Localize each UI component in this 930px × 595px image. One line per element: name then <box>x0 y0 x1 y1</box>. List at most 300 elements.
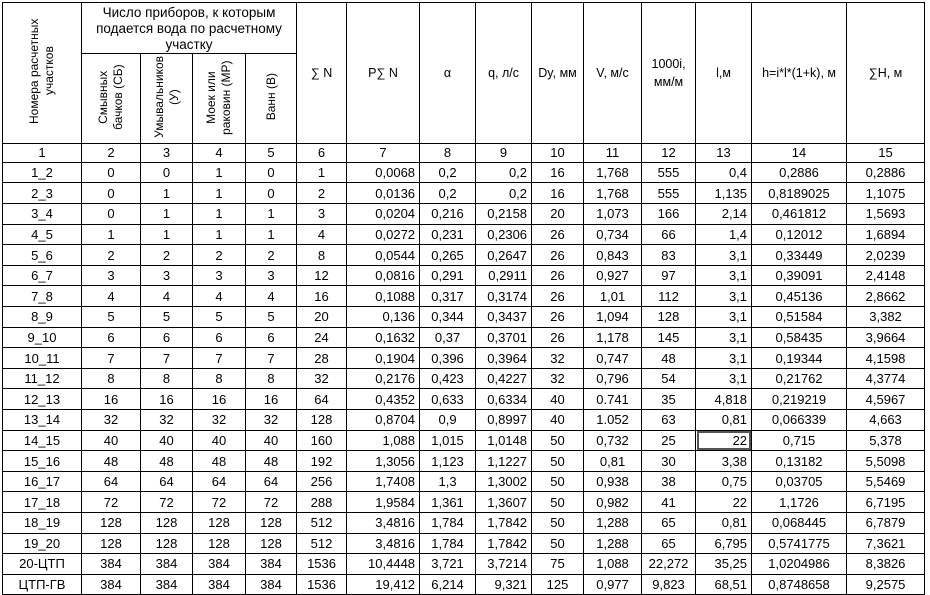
table-cell[interactable]: 72 <box>246 492 297 513</box>
table-cell[interactable]: 64 <box>297 389 347 410</box>
table-cell[interactable]: 0,747 <box>584 348 642 369</box>
table-cell[interactable]: 3,1 <box>696 265 752 286</box>
table-cell[interactable]: 32 <box>532 348 584 369</box>
section-id-cell[interactable]: 15_16 <box>3 451 82 472</box>
table-cell[interactable]: 0,2886 <box>752 162 847 183</box>
table-cell[interactable]: 22,272 <box>642 554 696 575</box>
table-cell[interactable]: 0 <box>141 162 193 183</box>
table-cell[interactable]: 0,1088 <box>347 286 420 307</box>
table-cell[interactable]: 4,1598 <box>847 348 925 369</box>
table-cell[interactable]: 22 <box>696 492 752 513</box>
table-cell[interactable]: 26 <box>532 327 584 348</box>
table-cell[interactable]: 1 <box>141 224 193 245</box>
table-cell[interactable]: 65 <box>642 533 696 554</box>
section-id-cell[interactable]: ЦТП-ГВ <box>3 574 82 595</box>
table-cell[interactable]: 2,8662 <box>847 286 925 307</box>
table-cell[interactable]: 48 <box>246 451 297 472</box>
table-cell[interactable]: 6,7195 <box>847 492 925 513</box>
table-cell[interactable]: 0,2 <box>420 183 476 204</box>
table-cell[interactable]: 1,6894 <box>847 224 925 245</box>
table-cell[interactable]: 1 <box>82 224 141 245</box>
column-number-cell[interactable]: 8 <box>420 143 476 162</box>
table-cell[interactable]: 7 <box>141 348 193 369</box>
table-cell[interactable]: 1,784 <box>420 533 476 554</box>
table-cell[interactable]: 3 <box>82 265 141 286</box>
table-cell[interactable]: 4 <box>246 286 297 307</box>
table-cell[interactable]: 0,8704 <box>347 410 420 431</box>
table-cell[interactable]: 4,5967 <box>847 389 925 410</box>
table-cell[interactable]: 1,073 <box>584 204 642 225</box>
table-cell[interactable]: 3,1 <box>696 327 752 348</box>
column-number-cell[interactable]: 10 <box>532 143 584 162</box>
column-number-cell[interactable]: 11 <box>584 143 642 162</box>
table-cell[interactable]: 384 <box>82 574 141 595</box>
table-cell[interactable]: 0,03705 <box>752 471 847 492</box>
table-cell[interactable]: 72 <box>82 492 141 513</box>
table-cell[interactable]: 24 <box>297 327 347 348</box>
table-cell[interactable]: 0 <box>246 162 297 183</box>
table-cell[interactable]: 35,25 <box>696 554 752 575</box>
table-cell[interactable]: 2 <box>82 245 141 266</box>
column-number-cell[interactable]: 12 <box>642 143 696 162</box>
table-cell[interactable]: 0,8997 <box>476 410 532 431</box>
table-cell[interactable]: 1,123 <box>420 451 476 472</box>
table-cell[interactable]: 3,1 <box>696 307 752 328</box>
table-cell[interactable]: 0,1632 <box>347 327 420 348</box>
table-cell[interactable]: 50 <box>532 430 584 451</box>
table-cell[interactable]: 7,3621 <box>847 533 925 554</box>
table-cell[interactable]: 1 <box>193 162 246 183</box>
table-cell[interactable]: 6 <box>193 327 246 348</box>
table-cell[interactable]: 0,75 <box>696 471 752 492</box>
table-cell[interactable]: 1,361 <box>420 492 476 513</box>
table-cell[interactable]: 64 <box>246 471 297 492</box>
table-cell[interactable]: 125 <box>532 574 584 595</box>
table-cell[interactable]: 3,1 <box>696 286 752 307</box>
table-cell[interactable]: 3,4816 <box>347 533 420 554</box>
table-cell[interactable]: 384 <box>193 574 246 595</box>
table-cell[interactable]: 65 <box>642 512 696 533</box>
table-cell[interactable]: 0,0204 <box>347 204 420 225</box>
table-cell[interactable]: 3 <box>141 265 193 286</box>
table-cell[interactable]: 0,8748658 <box>752 574 847 595</box>
table-cell[interactable]: 1.052 <box>584 410 642 431</box>
table-cell[interactable]: 9,2575 <box>847 574 925 595</box>
table-cell[interactable]: 5 <box>246 307 297 328</box>
section-id-cell[interactable]: 11_12 <box>3 368 82 389</box>
table-cell[interactable]: 0,927 <box>584 265 642 286</box>
table-cell[interactable]: 16 <box>82 389 141 410</box>
table-cell[interactable]: 0,732 <box>584 430 642 451</box>
table-cell[interactable]: 1,288 <box>584 512 642 533</box>
table-cell[interactable]: 128 <box>642 307 696 328</box>
table-cell[interactable]: 1,088 <box>584 554 642 575</box>
table-cell[interactable]: 26 <box>532 224 584 245</box>
section-id-cell[interactable]: 1_2 <box>3 162 82 183</box>
table-cell[interactable]: 0,291 <box>420 265 476 286</box>
table-cell[interactable]: 4 <box>82 286 141 307</box>
table-cell[interactable]: 3,721 <box>420 554 476 575</box>
column-number-cell[interactable]: 3 <box>141 143 193 162</box>
table-cell[interactable]: 0 <box>82 162 141 183</box>
table-cell[interactable]: 112 <box>642 286 696 307</box>
table-cell[interactable]: 8 <box>141 368 193 389</box>
table-cell[interactable]: 2 <box>246 245 297 266</box>
table-cell[interactable]: 1,5693 <box>847 204 925 225</box>
table-cell[interactable]: 50 <box>532 533 584 554</box>
table-cell[interactable]: 5 <box>141 307 193 328</box>
table-cell[interactable]: 5,5098 <box>847 451 925 472</box>
table-cell[interactable]: 0,0272 <box>347 224 420 245</box>
table-cell[interactable]: 128 <box>193 533 246 554</box>
table-cell[interactable]: 0 <box>246 183 297 204</box>
section-id-cell[interactable]: 7_8 <box>3 286 82 307</box>
table-cell[interactable]: 4 <box>141 286 193 307</box>
table-cell[interactable]: 40 <box>532 389 584 410</box>
table-cell[interactable]: 3 <box>246 265 297 286</box>
table-cell[interactable]: 3 <box>297 204 347 225</box>
table-cell[interactable]: 0,45136 <box>752 286 847 307</box>
table-cell[interactable]: 1536 <box>297 574 347 595</box>
table-cell[interactable]: 0,37 <box>420 327 476 348</box>
table-cell[interactable]: 50 <box>532 471 584 492</box>
table-cell[interactable]: 1 <box>193 224 246 245</box>
table-cell[interactable]: 32 <box>141 410 193 431</box>
column-number-cell[interactable]: 1 <box>3 143 82 162</box>
table-cell[interactable]: 0,2158 <box>476 204 532 225</box>
table-cell[interactable]: 6,7879 <box>847 512 925 533</box>
table-cell[interactable]: 128 <box>82 533 141 554</box>
table-cell[interactable]: 7 <box>82 348 141 369</box>
table-cell[interactable]: 0,13182 <box>752 451 847 472</box>
table-cell[interactable]: 3,382 <box>847 307 925 328</box>
table-cell[interactable]: 1,4 <box>696 224 752 245</box>
table-cell[interactable]: 0,715 <box>752 430 847 451</box>
table-cell[interactable]: 20 <box>532 204 584 225</box>
table-cell[interactable]: 1,7842 <box>476 533 532 554</box>
table-cell[interactable]: 1 <box>193 204 246 225</box>
table-cell[interactable]: 9,321 <box>476 574 532 595</box>
table-cell[interactable]: 8 <box>246 368 297 389</box>
table-cell[interactable]: 4,3774 <box>847 368 925 389</box>
table-cell[interactable]: 0,4352 <box>347 389 420 410</box>
table-cell[interactable]: 19,412 <box>347 574 420 595</box>
table-cell[interactable]: 40 <box>246 430 297 451</box>
table-cell[interactable]: 48 <box>642 348 696 369</box>
table-cell[interactable]: 50 <box>532 492 584 513</box>
table-cell[interactable]: 0,1904 <box>347 348 420 369</box>
table-cell[interactable]: 41 <box>642 492 696 513</box>
table-cell[interactable]: 97 <box>642 265 696 286</box>
table-cell[interactable]: 25 <box>642 430 696 451</box>
column-number-cell[interactable]: 5 <box>246 143 297 162</box>
table-cell[interactable]: 1 <box>246 224 297 245</box>
table-cell[interactable]: 72 <box>193 492 246 513</box>
table-cell[interactable]: 22 <box>696 430 752 451</box>
table-cell[interactable]: 1,1227 <box>476 451 532 472</box>
table-cell[interactable]: 0,33449 <box>752 245 847 266</box>
table-cell[interactable]: 8 <box>193 368 246 389</box>
table-cell[interactable]: 128 <box>297 410 347 431</box>
column-number-cell[interactable]: 6 <box>297 143 347 162</box>
table-cell[interactable]: 1,768 <box>584 183 642 204</box>
table-cell[interactable]: 1,7842 <box>476 512 532 533</box>
table-cell[interactable]: 3 <box>193 265 246 286</box>
table-cell[interactable]: 7 <box>193 348 246 369</box>
table-cell[interactable]: 128 <box>193 512 246 533</box>
table-cell[interactable]: 0,81 <box>696 512 752 533</box>
table-cell[interactable]: 2 <box>141 245 193 266</box>
table-cell[interactable]: 1,094 <box>584 307 642 328</box>
table-cell[interactable]: 32 <box>246 410 297 431</box>
section-id-cell[interactable]: 16_17 <box>3 471 82 492</box>
table-cell[interactable]: 1,1075 <box>847 183 925 204</box>
table-cell[interactable]: 0,344 <box>420 307 476 328</box>
table-cell[interactable]: 48 <box>82 451 141 472</box>
table-cell[interactable]: 16 <box>193 389 246 410</box>
table-cell[interactable]: 0,977 <box>584 574 642 595</box>
column-number-cell[interactable]: 2 <box>82 143 141 162</box>
table-cell[interactable]: 40 <box>82 430 141 451</box>
table-cell[interactable]: 0.741 <box>584 389 642 410</box>
table-cell[interactable]: 0,461812 <box>752 204 847 225</box>
table-cell[interactable]: 0,81 <box>584 451 642 472</box>
table-cell[interactable]: 0,734 <box>584 224 642 245</box>
table-cell[interactable]: 0,2 <box>476 162 532 183</box>
table-cell[interactable]: 0,2 <box>420 162 476 183</box>
table-cell[interactable]: 128 <box>82 512 141 533</box>
table-cell[interactable]: 0,81 <box>696 410 752 431</box>
table-cell[interactable]: 384 <box>141 574 193 595</box>
table-cell[interactable]: 28 <box>297 348 347 369</box>
table-cell[interactable]: 5,5469 <box>847 471 925 492</box>
table-cell[interactable]: 0,0136 <box>347 183 420 204</box>
table-cell[interactable]: 16 <box>141 389 193 410</box>
section-id-cell[interactable]: 3_4 <box>3 204 82 225</box>
table-cell[interactable]: 0,2 <box>476 183 532 204</box>
table-cell[interactable]: 16 <box>532 162 584 183</box>
table-cell[interactable]: 66 <box>642 224 696 245</box>
table-cell[interactable]: 72 <box>141 492 193 513</box>
table-cell[interactable]: 0,2911 <box>476 265 532 286</box>
table-cell[interactable]: 128 <box>246 533 297 554</box>
table-cell[interactable]: 0,2886 <box>847 162 925 183</box>
table-cell[interactable]: 0,938 <box>584 471 642 492</box>
table-cell[interactable]: 8,3826 <box>847 554 925 575</box>
table-cell[interactable]: 1,1726 <box>752 492 847 513</box>
table-cell[interactable]: 32 <box>82 410 141 431</box>
table-cell[interactable]: 1,178 <box>584 327 642 348</box>
table-cell[interactable]: 1,3 <box>420 471 476 492</box>
table-cell[interactable]: 38 <box>642 471 696 492</box>
table-cell[interactable]: 1 <box>141 183 193 204</box>
table-cell[interactable]: 192 <box>297 451 347 472</box>
table-cell[interactable]: 4 <box>193 286 246 307</box>
table-cell[interactable]: 2 <box>193 245 246 266</box>
section-id-cell[interactable]: 4_5 <box>3 224 82 245</box>
table-cell[interactable]: 8 <box>82 368 141 389</box>
table-cell[interactable]: 1,01 <box>584 286 642 307</box>
table-cell[interactable]: 0,265 <box>420 245 476 266</box>
table-cell[interactable]: 2 <box>297 183 347 204</box>
table-cell[interactable]: 16 <box>297 286 347 307</box>
table-cell[interactable]: 68,51 <box>696 574 752 595</box>
table-cell[interactable]: 3,7214 <box>476 554 532 575</box>
table-cell[interactable]: 6 <box>246 327 297 348</box>
column-number-cell[interactable]: 14 <box>752 143 847 162</box>
table-cell[interactable]: 0,51584 <box>752 307 847 328</box>
table-cell[interactable]: 1,015 <box>420 430 476 451</box>
table-cell[interactable]: 0,0544 <box>347 245 420 266</box>
table-cell[interactable]: 64 <box>82 471 141 492</box>
table-cell[interactable]: 64 <box>141 471 193 492</box>
table-cell[interactable]: 166 <box>642 204 696 225</box>
table-cell[interactable]: 0,231 <box>420 224 476 245</box>
table-cell[interactable]: 3,38 <box>696 451 752 472</box>
table-cell[interactable]: 0,8189025 <box>752 183 847 204</box>
table-cell[interactable]: 3,1 <box>696 368 752 389</box>
table-cell[interactable]: 26 <box>532 307 584 328</box>
table-cell[interactable]: 50 <box>532 512 584 533</box>
table-cell[interactable]: 4 <box>297 224 347 245</box>
table-cell[interactable]: 32 <box>532 368 584 389</box>
table-cell[interactable]: 16 <box>246 389 297 410</box>
table-cell[interactable]: 0,4 <box>696 162 752 183</box>
section-id-cell[interactable]: 8_9 <box>3 307 82 328</box>
table-cell[interactable]: 5,378 <box>847 430 925 451</box>
column-number-cell[interactable]: 13 <box>696 143 752 162</box>
table-cell[interactable]: 6,795 <box>696 533 752 554</box>
table-cell[interactable]: 0,0816 <box>347 265 420 286</box>
table-cell[interactable]: 0,2306 <box>476 224 532 245</box>
table-cell[interactable]: 0,21762 <box>752 368 847 389</box>
table-cell[interactable]: 288 <box>297 492 347 513</box>
table-cell[interactable]: 128 <box>141 533 193 554</box>
table-cell[interactable]: 145 <box>642 327 696 348</box>
table-cell[interactable]: 32 <box>297 368 347 389</box>
table-cell[interactable]: 35 <box>642 389 696 410</box>
column-number-cell[interactable]: 4 <box>193 143 246 162</box>
column-number-cell[interactable]: 9 <box>476 143 532 162</box>
column-number-cell[interactable]: 15 <box>847 143 925 162</box>
table-cell[interactable]: 1 <box>297 162 347 183</box>
table-cell[interactable]: 8 <box>297 245 347 266</box>
table-cell[interactable]: 10,4448 <box>347 554 420 575</box>
table-cell[interactable]: 64 <box>193 471 246 492</box>
table-cell[interactable]: 0,066339 <box>752 410 847 431</box>
table-cell[interactable]: 0,12012 <box>752 224 847 245</box>
table-cell[interactable]: 0,068445 <box>752 512 847 533</box>
table-cell[interactable]: 54 <box>642 368 696 389</box>
table-cell[interactable]: 3,1 <box>696 245 752 266</box>
table-cell[interactable]: 2,14 <box>696 204 752 225</box>
table-cell[interactable]: 0 <box>82 183 141 204</box>
table-cell[interactable]: 6 <box>82 327 141 348</box>
table-cell[interactable]: 0,6334 <box>476 389 532 410</box>
table-cell[interactable]: 3,1 <box>696 348 752 369</box>
table-cell[interactable]: 384 <box>82 554 141 575</box>
table-cell[interactable]: 5 <box>193 307 246 328</box>
table-cell[interactable]: 0,3437 <box>476 307 532 328</box>
table-cell[interactable]: 1,7408 <box>347 471 420 492</box>
table-cell[interactable]: 555 <box>642 162 696 183</box>
table-cell[interactable]: 0,9 <box>420 410 476 431</box>
table-cell[interactable]: 2,0239 <box>847 245 925 266</box>
table-cell[interactable]: 9,823 <box>642 574 696 595</box>
table-cell[interactable]: 40 <box>532 410 584 431</box>
table-cell[interactable]: 0,982 <box>584 492 642 513</box>
table-cell[interactable]: 256 <box>297 471 347 492</box>
table-cell[interactable]: 1,3002 <box>476 471 532 492</box>
table-cell[interactable]: 1,3056 <box>347 451 420 472</box>
table-cell[interactable]: 1 <box>246 204 297 225</box>
table-cell[interactable]: 48 <box>193 451 246 472</box>
section-id-cell[interactable]: 9_10 <box>3 327 82 348</box>
table-cell[interactable]: 4,663 <box>847 410 925 431</box>
table-cell[interactable]: 1,135 <box>696 183 752 204</box>
table-cell[interactable]: 1,768 <box>584 162 642 183</box>
table-cell[interactable]: 0,219219 <box>752 389 847 410</box>
table-cell[interactable]: 512 <box>297 533 347 554</box>
section-id-cell[interactable]: 5_6 <box>3 245 82 266</box>
table-cell[interactable]: 0 <box>82 204 141 225</box>
table-cell[interactable]: 32 <box>193 410 246 431</box>
section-id-cell[interactable]: 13_14 <box>3 410 82 431</box>
table-cell[interactable]: 0,5741775 <box>752 533 847 554</box>
table-cell[interactable]: 63 <box>642 410 696 431</box>
table-cell[interactable]: 3,9664 <box>847 327 925 348</box>
section-id-cell[interactable]: 18_19 <box>3 512 82 533</box>
table-cell[interactable]: 1,0148 <box>476 430 532 451</box>
table-cell[interactable]: 40 <box>193 430 246 451</box>
table-cell[interactable]: 48 <box>141 451 193 472</box>
section-id-cell[interactable]: 14_15 <box>3 430 82 451</box>
table-cell[interactable]: 0,3174 <box>476 286 532 307</box>
table-cell[interactable]: 0,843 <box>584 245 642 266</box>
table-cell[interactable]: 2,4148 <box>847 265 925 286</box>
table-cell[interactable]: 0,423 <box>420 368 476 389</box>
table-cell[interactable]: 1,3607 <box>476 492 532 513</box>
table-cell[interactable]: 26 <box>532 245 584 266</box>
table-cell[interactable]: 6,214 <box>420 574 476 595</box>
table-cell[interactable]: 0,2176 <box>347 368 420 389</box>
table-cell[interactable]: 4,818 <box>696 389 752 410</box>
table-cell[interactable]: 3,4816 <box>347 512 420 533</box>
table-cell[interactable]: 160 <box>297 430 347 451</box>
table-cell[interactable]: 75 <box>532 554 584 575</box>
table-cell[interactable]: 0,0068 <box>347 162 420 183</box>
section-id-cell[interactable]: 19_20 <box>3 533 82 554</box>
table-cell[interactable]: 40 <box>141 430 193 451</box>
table-cell[interactable]: 30 <box>642 451 696 472</box>
table-cell[interactable]: 128 <box>141 512 193 533</box>
table-cell[interactable]: 555 <box>642 183 696 204</box>
table-cell[interactable]: 1,9584 <box>347 492 420 513</box>
table-cell[interactable]: 0,3964 <box>476 348 532 369</box>
table-cell[interactable]: 0,216 <box>420 204 476 225</box>
table-cell[interactable]: 384 <box>193 554 246 575</box>
column-number-cell[interactable]: 7 <box>347 143 420 162</box>
table-cell[interactable]: 26 <box>532 286 584 307</box>
table-cell[interactable]: 384 <box>246 554 297 575</box>
section-id-cell[interactable]: 2_3 <box>3 183 82 204</box>
table-cell[interactable]: 16 <box>532 183 584 204</box>
table-cell[interactable]: 7 <box>246 348 297 369</box>
section-id-cell[interactable]: 12_13 <box>3 389 82 410</box>
table-cell[interactable]: 128 <box>246 512 297 533</box>
table-cell[interactable]: 1536 <box>297 554 347 575</box>
table-cell[interactable]: 1,288 <box>584 533 642 554</box>
